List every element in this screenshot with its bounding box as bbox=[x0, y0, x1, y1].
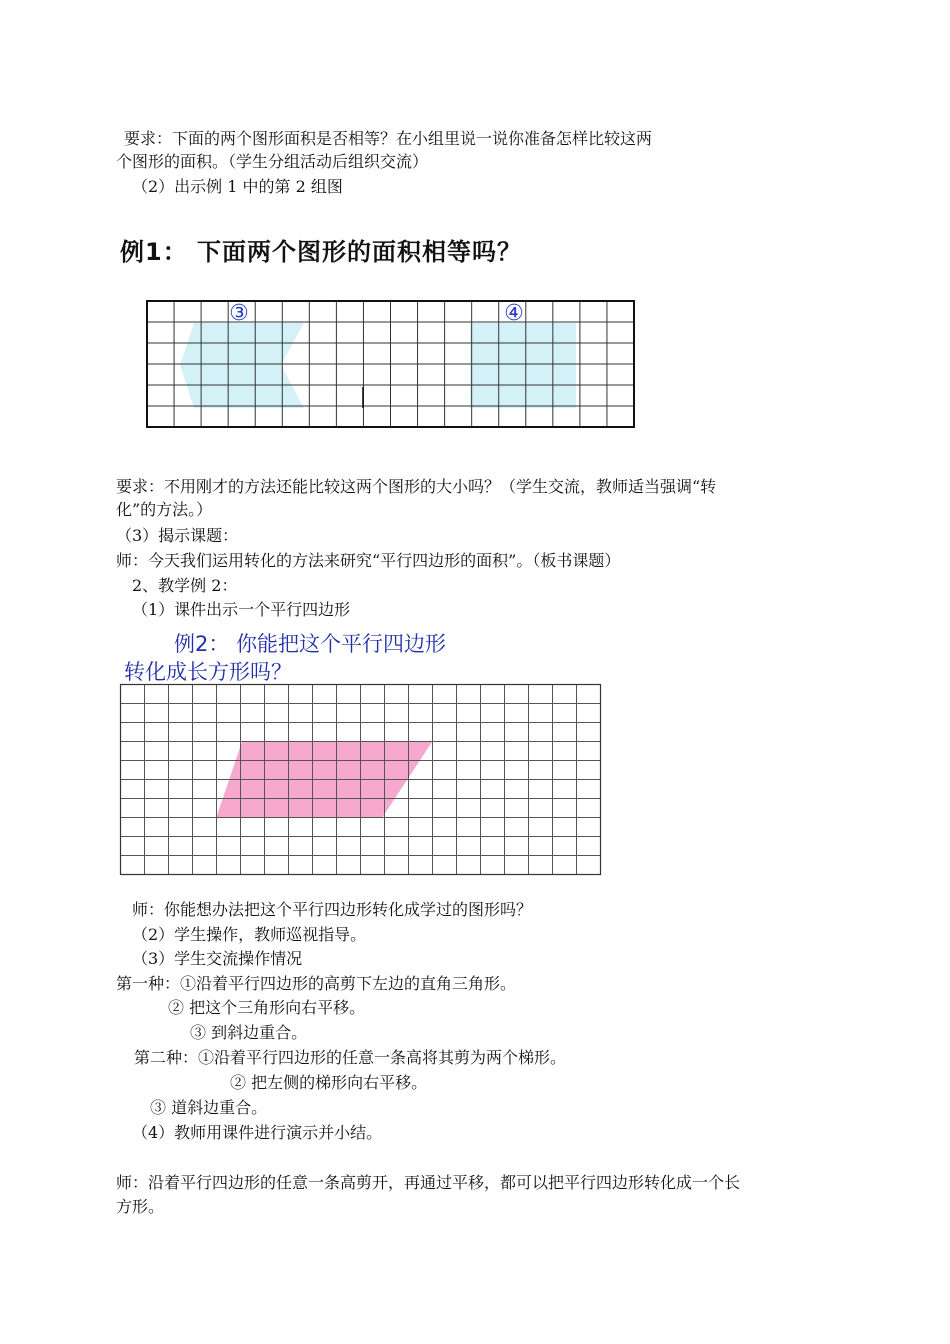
paragraph-step-2b: （2）学生操作，教师巡视指导。 bbox=[132, 925, 367, 944]
label-3: ③ bbox=[229, 301, 249, 326]
paragraph-teaching-example-2: 2、教学例 2： bbox=[132, 576, 238, 595]
paragraph-method-2-step-3: ③ 道斜边重合。 bbox=[150, 1098, 268, 1117]
paragraph-method-1-step-2: ② 把这个三角形向右平移。 bbox=[168, 998, 366, 1017]
example-2-title-line2: 转化成长方形吗？ bbox=[124, 660, 292, 684]
paragraph-summary-b: 方形。 bbox=[116, 1197, 165, 1216]
example-1-figure bbox=[146, 300, 636, 430]
paragraph-requirement-1b: 个图形的面积。（学生分组活动后组织交流） bbox=[116, 152, 429, 171]
paragraph-requirement-2b: 化”的方法。） bbox=[116, 500, 213, 519]
paragraph-teacher-topic: 师：今天我们运用转化的方法来研究“平行四边形的面积”。（板书课题） bbox=[116, 551, 621, 570]
paragraph-step-4: （4）教师用课件进行演示并小结。 bbox=[132, 1123, 383, 1142]
shape-3-arrow bbox=[180, 323, 304, 408]
example-1-title: 例1： 下面两个图形的面积相等吗？ bbox=[120, 238, 523, 266]
paragraph-teacher-question: 师：你能想办法把这个平行四边形转化成学过的图形吗？ bbox=[132, 900, 533, 919]
paragraph-method-1-step-1: 第一种：①沿着平行四边形的高剪下左边的直角三角形。 bbox=[116, 974, 517, 993]
paragraph-step-2: （2）出示例 1 中的第 2 组图 bbox=[132, 177, 343, 196]
paragraph-summary-a: 师：沿着平行四边形的任意一条高剪开，再通过平移，都可以把平行四边形转化成一个长 bbox=[116, 1173, 741, 1192]
paragraph-method-2-step-1: 第二种：①沿着平行四边形的任意一条高将其剪为两个梯形。 bbox=[134, 1048, 567, 1067]
paragraph-requirement-1a: 要求：下面的两个图形面积是否相等？在小组里说一说你准备怎样比较这两 bbox=[124, 129, 653, 148]
paragraph-step-3: （3）揭示课题： bbox=[116, 526, 239, 545]
paragraph-step-1: （1）课件出示一个平行四边形 bbox=[132, 600, 351, 619]
paragraph-step-3b: （3）学生交流操作情况 bbox=[132, 949, 303, 968]
label-4: ④ bbox=[504, 301, 524, 326]
example-2-figure bbox=[120, 684, 602, 876]
paragraph-method-2-step-2: ② 把左侧的梯形向右平移。 bbox=[230, 1073, 428, 1092]
example-2-title-line1: 例2： 你能把这个平行四边形 bbox=[174, 632, 447, 656]
paragraph-method-1-step-3: ③ 到斜边重合。 bbox=[190, 1023, 308, 1042]
paragraph-requirement-2a: 要求：不用刚才的方法还能比较这两个图形的大小吗？（学生交流，教师适当强调“转 bbox=[116, 477, 717, 496]
shape-4-rectangle bbox=[470, 323, 576, 408]
